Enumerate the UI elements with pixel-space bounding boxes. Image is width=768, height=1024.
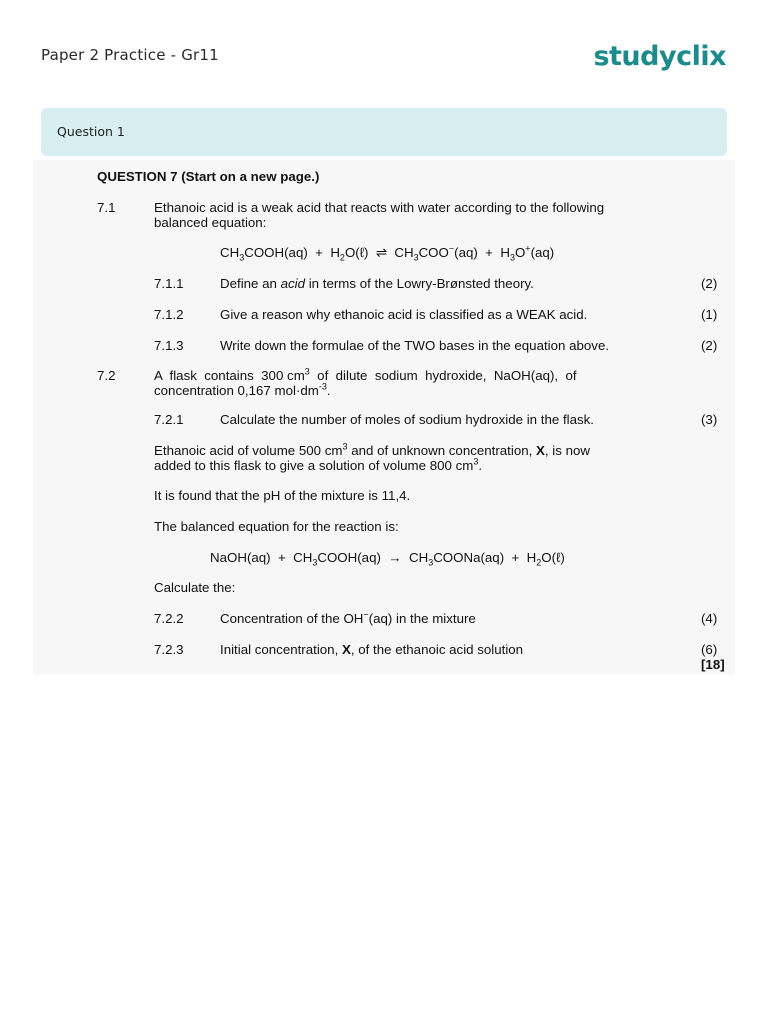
question-banner-label: Question 1 xyxy=(57,124,125,139)
q723-text: Initial concentration, X, of the ethanoic acid solution xyxy=(220,642,524,657)
question-total-marks: [18] xyxy=(701,657,725,672)
q723-marks: (6) xyxy=(701,642,718,657)
q722-marks: (4) xyxy=(701,611,718,626)
neutralisation-equation: NaOH(aq) + $CH_3COOH(aq)$ → $CH_3COONa(aq)$ + $H_2O(\ell)$ xyxy=(210,550,565,568)
q711-text: Define an acid in terms of the Lowry-Brønsted theory. xyxy=(220,276,534,291)
q723-number: 7.2.3 xyxy=(154,642,184,657)
q721-marks: (3) xyxy=(701,412,718,427)
q712-text: Give a reason why ethanoic acid is classified as a WEAK acid. xyxy=(220,307,588,322)
q72-equation-intro: The balanced equation for the reaction is: xyxy=(154,519,399,534)
q711-number: 7.1.1 xyxy=(154,276,184,291)
question-heading: QUESTION 7 (Start on a new page.) xyxy=(97,169,320,184)
q721-text: Calculate the number of moles of sodium hydroxide in the flask. xyxy=(220,412,594,427)
q71-line1: Ethanoic acid is a weak acid that reacts with water according to the following xyxy=(154,200,605,215)
q71-number: 7.1 xyxy=(97,200,116,215)
question-scan xyxy=(33,160,735,674)
q72-number: 7.2 xyxy=(97,368,116,383)
q713-number: 7.1.3 xyxy=(154,338,184,353)
q722-text: Concentration of the OH−(aq) in the mixture xyxy=(220,609,476,626)
q72-calculate: Calculate the: xyxy=(154,580,236,595)
q72-ph-statement: It is found that the pH of the mixture is 11,4. xyxy=(154,488,411,503)
q71-line2: balanced equation: xyxy=(154,215,267,230)
question-banner xyxy=(41,108,727,156)
studyclix-logo[interactable]: studyclix xyxy=(593,41,726,72)
q72-para1-line2: added to this flask to give a solution of volume 800 $cm^3$. xyxy=(154,456,483,473)
q712-number: 7.1.2 xyxy=(154,307,184,322)
q711-marks: (2) xyxy=(701,276,718,291)
q72-line1: A flask contains 300 $cm^3$ of dilute sodium hydroxide, NaOH(aq), of xyxy=(154,366,577,383)
q72-line2: concentration 0,167 $mol\cdot dm^{-3}$. xyxy=(154,381,331,398)
q712-marks: (1) xyxy=(701,307,718,322)
document-title: Paper 2 Practice - Gr11 xyxy=(41,46,219,64)
ethanoic-water-equation: $CH_3COOH(aq)$ + $H_2O(\ell)$ ⇌ $CH_3COO^-(aq) + H_3O^+(aq)$ xyxy=(220,243,555,263)
q72-para1-line1: Ethanoic acid of volume 500 $cm^3$ and of unknown concentration, X, is now xyxy=(154,441,590,458)
q721-number: 7.2.1 xyxy=(154,412,184,427)
q722-number: 7.2.2 xyxy=(154,611,184,626)
q713-text: Write down the formulae of the TWO bases in the equation above. xyxy=(220,338,610,353)
q713-marks: (2) xyxy=(701,338,718,353)
